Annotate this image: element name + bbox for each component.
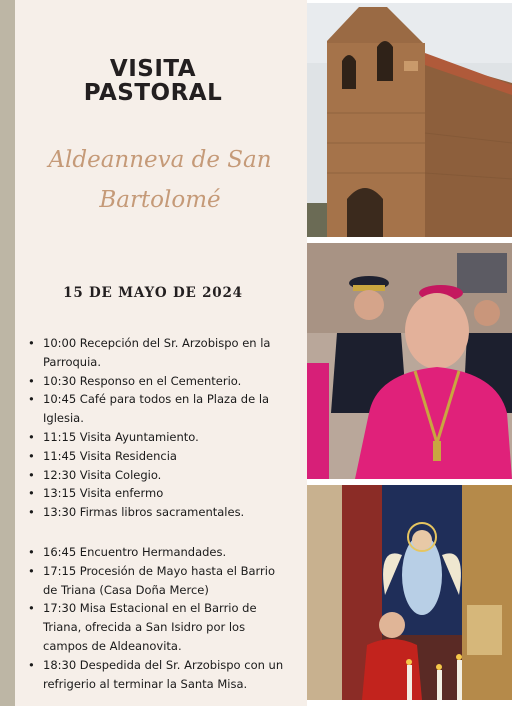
schedule-item: • 13:15 Visita enfermo [28, 484, 288, 503]
schedule-item: • 11:45 Visita Residencia [28, 447, 288, 466]
event-date: 15 DE MAYO DE 2024 [63, 285, 243, 301]
schedule-item: • 16:45 Encuentro Hermandades. [28, 543, 288, 562]
schedule-item: • 10:30 Responso en el Cementerio. [28, 372, 288, 391]
schedule-item: • 11:15 Visita Ayuntamiento. [28, 428, 288, 447]
title-pastoral: PASTORAL [83, 80, 223, 106]
schedule-item: • 13:30 Firmas libros sacramentales. [28, 503, 288, 522]
church-photo [307, 3, 512, 237]
schedule-morning [28, 334, 288, 522]
title-visita: VISITA [109, 56, 197, 82]
schedule-item: • 17:15 Procesión de Mayo hasta el Barrio de Triana (Casa Doña Merce) [28, 562, 288, 600]
schedule-afternoon [28, 543, 288, 693]
archbishop-photo [307, 243, 512, 479]
place-name-line1: Aldeanneva de San [48, 147, 272, 173]
schedule-item: • 12:30 Visita Colegio. [28, 466, 288, 485]
place-name-line2: Bartolomé [99, 187, 221, 213]
schedule-item: • 18:30 Despedida del Sr. Arzobispo con un refrigerio al terminar la Santa Misa. [28, 656, 288, 694]
schedule-item: • 10:45 Café para todos en la Plaza de la Iglesia. [28, 390, 288, 428]
mass-photo [307, 485, 512, 700]
schedule-item: • 10:00 Recepción del Sr. Arzobispo en la Parroquia. [28, 334, 288, 372]
schedule-item: • 17:30 Misa Estacional en el Barrio de Triana, ofrecida a San Isidro por los campos de Aldeanovita. [28, 599, 288, 655]
